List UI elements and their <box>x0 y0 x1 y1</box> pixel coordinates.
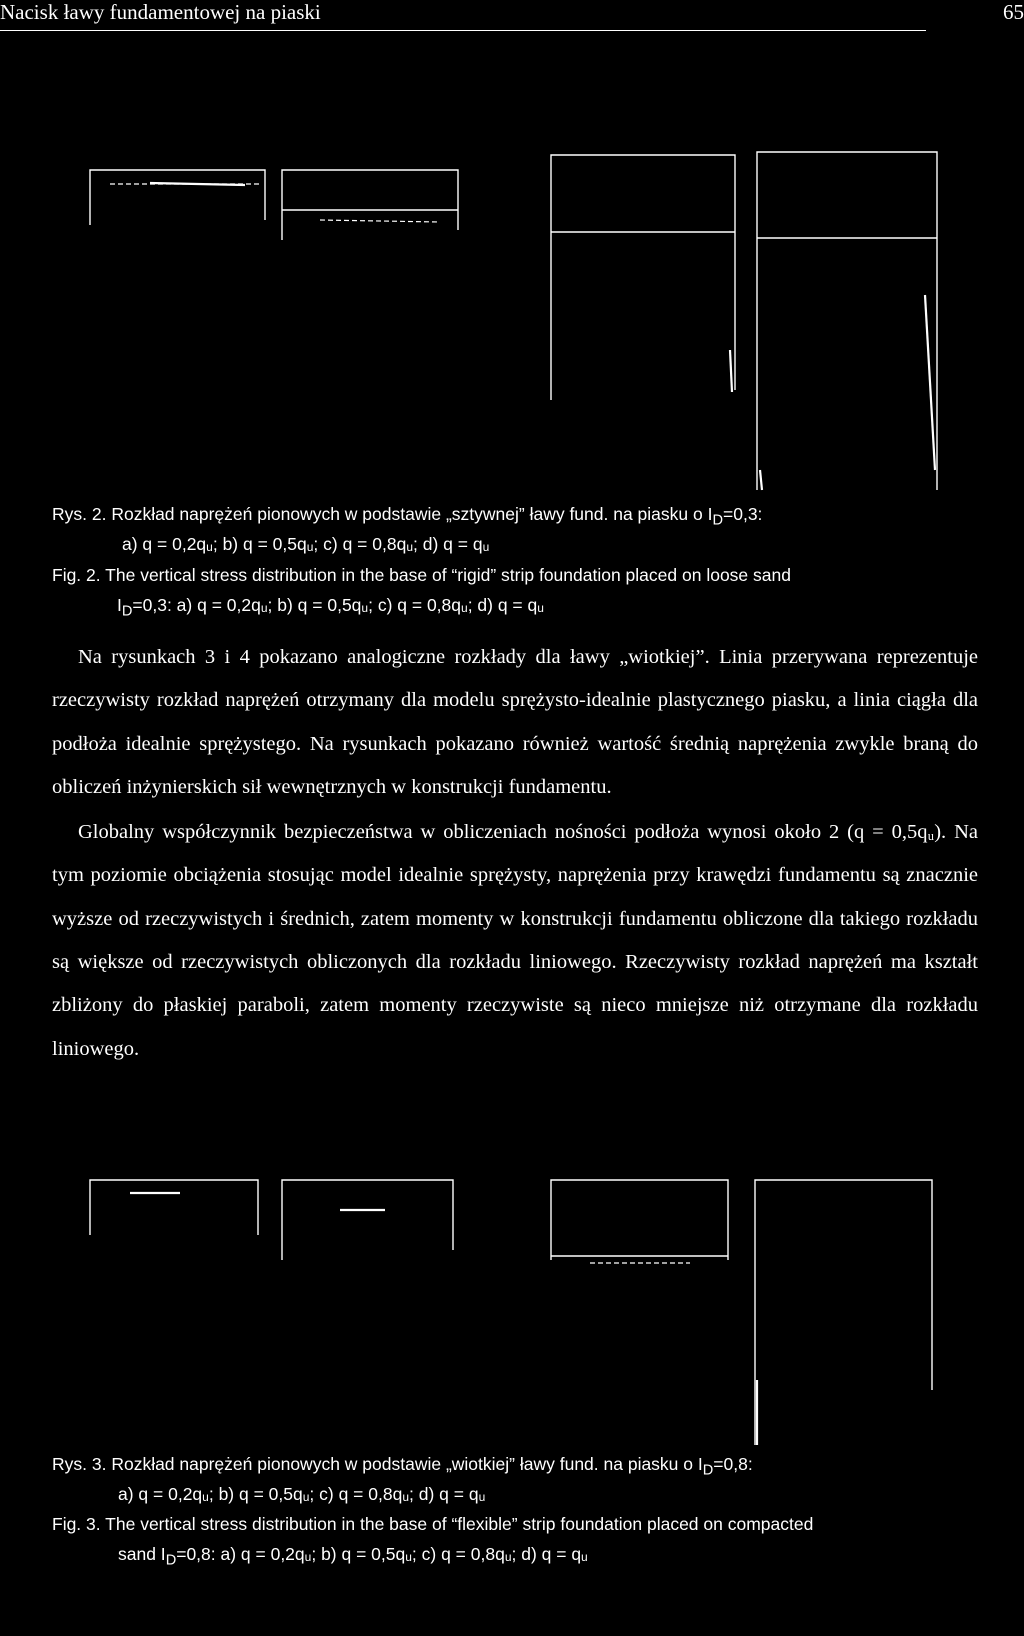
fig3c-outline <box>551 1180 728 1260</box>
fig2-caption-en-2-end: =0,3: a) q = 0,2qᵤ; b) q = 0,5qᵤ; c) q = 0,8qᵤ; d) q = qᵤ <box>132 595 544 615</box>
fig2d-outline <box>757 152 937 490</box>
fig3-caption-pl-1-end: =0,8: <box>713 1454 753 1474</box>
fig3-caption-pl-2: a) q = 0,2qᵤ; b) q = 0,5qᵤ; c) q = 0,8qᵤ; d) q = qᵤ <box>118 1484 486 1504</box>
fig2-caption-en-2-pre: I <box>117 595 122 615</box>
fig2-panel-a <box>90 170 265 225</box>
fig2b-real <box>320 220 440 222</box>
fig2-panel-c <box>551 155 735 400</box>
fig2-caption-pl-2: a) q = 0,2qᵤ; b) q = 0,5qᵤ; c) q = 0,8qᵤ; d) q = qᵤ <box>122 534 490 554</box>
fig3-caption-en-2-pre: sand I <box>118 1544 166 1564</box>
fig3a-outline <box>90 1180 258 1235</box>
fig3-panel-d <box>755 1180 932 1445</box>
fig3-caption-en-2-end: =0,8: a) q = 0,2qᵤ; b) q = 0,5qᵤ; c) q = 0,8qᵤ; d) q = qᵤ <box>176 1544 588 1564</box>
running-title: Nacisk ławy fundamentowej na piaski <box>0 0 321 24</box>
fig3-caption-en-2-sub: D <box>165 1552 177 1569</box>
fig3-caption-en-1: Fig. 3. The vertical stress distribution in the base of “flexible” strip foundation placed on compacted <box>52 1514 814 1534</box>
body-text <box>52 636 978 1071</box>
fig3-panel-c <box>551 1180 728 1263</box>
fig3-caption-pl-1-sub: D <box>702 1462 714 1479</box>
fig2-caption-pl-1-text: Rys. 2. Rozkład naprężeń pionowych w podstawie „sztywnej” ławy fund. na piasku o I <box>52 504 713 524</box>
fig2d-edge-left <box>760 470 762 490</box>
fig2c-outline <box>551 155 735 400</box>
fig3b-outline <box>282 1180 453 1260</box>
body-paragraph-2: Globalny współczynnik bezpieczeństwa w obliczeniach nośności podłoża wynosi około 2 (q = 0,5qᵤ). Na tym poziomie obciążenia stosując model idealnie sprężysty, naprężenia przy krawędzi fundamentu są znacznie wyższe od rzeczywistych i średnich, zatem momenty w konstrukcji fundamentu obliczone dla takiego rozkładu są większe od rzeczywistych obliczonych dla rozkładu liniowego. Rzeczywisty rozkład naprężeń ma kształt zbliżony do płaskiej paraboli, zatem momenty rzeczywiste są nieco mniejsze niż otrzymane dla rozkładu liniowego. <box>52 821 978 1060</box>
fig3-panel-b <box>282 1180 453 1260</box>
fig2c-edge <box>730 350 732 392</box>
fig2-panel-d <box>757 152 937 490</box>
fig2-caption-en-2 <box>117 591 544 626</box>
fig2-panel-b <box>282 170 458 240</box>
body-paragraph-1: Na rysunkach 3 i 4 pokazano analogiczne rozkłady dla ławy „wiotkiej”. Linia przerywana reprezentuje rzeczywisty rozkład naprężeń otrzymany dla modelu sprężysto-idealnie plastycznego piasku, a linia ciągła dla podłoża idealnie sprężystego. Na rysunkach pokazano również wartość średnią naprężenia zwykle braną do obliczeń inżynierskich sił wewnętrznych w konstrukcji fundamentu. <box>52 646 978 798</box>
fig3-caption-pl-1-text: Rys. 3. Rozkład naprężeń pionowych w podstawie „wiotkiej” ławy fund. na piasku o I <box>52 1454 703 1474</box>
fig2-caption-en-2-sub: D <box>121 603 133 620</box>
figure-2-drawing <box>0 0 1024 500</box>
fig2-caption-pl-1-sub: D <box>712 512 723 529</box>
fig2-caption-en-1: Fig. 2. The vertical stress distribution in the base of “rigid” strip foundation placed on loose sand <box>52 565 791 585</box>
fig3-caption-en-2 <box>118 1540 588 1575</box>
fig2a-outline <box>90 170 265 225</box>
fig2-caption-pl-1-end: =0,3: <box>723 504 763 524</box>
page-number: 65 <box>1003 0 1024 24</box>
figure-3-drawing <box>0 1160 1024 1450</box>
fig3-panel-a <box>90 1180 258 1235</box>
fig3d-outline <box>755 1180 932 1445</box>
fig2d-edge-right <box>925 295 935 470</box>
fig2b-outline <box>282 170 458 240</box>
